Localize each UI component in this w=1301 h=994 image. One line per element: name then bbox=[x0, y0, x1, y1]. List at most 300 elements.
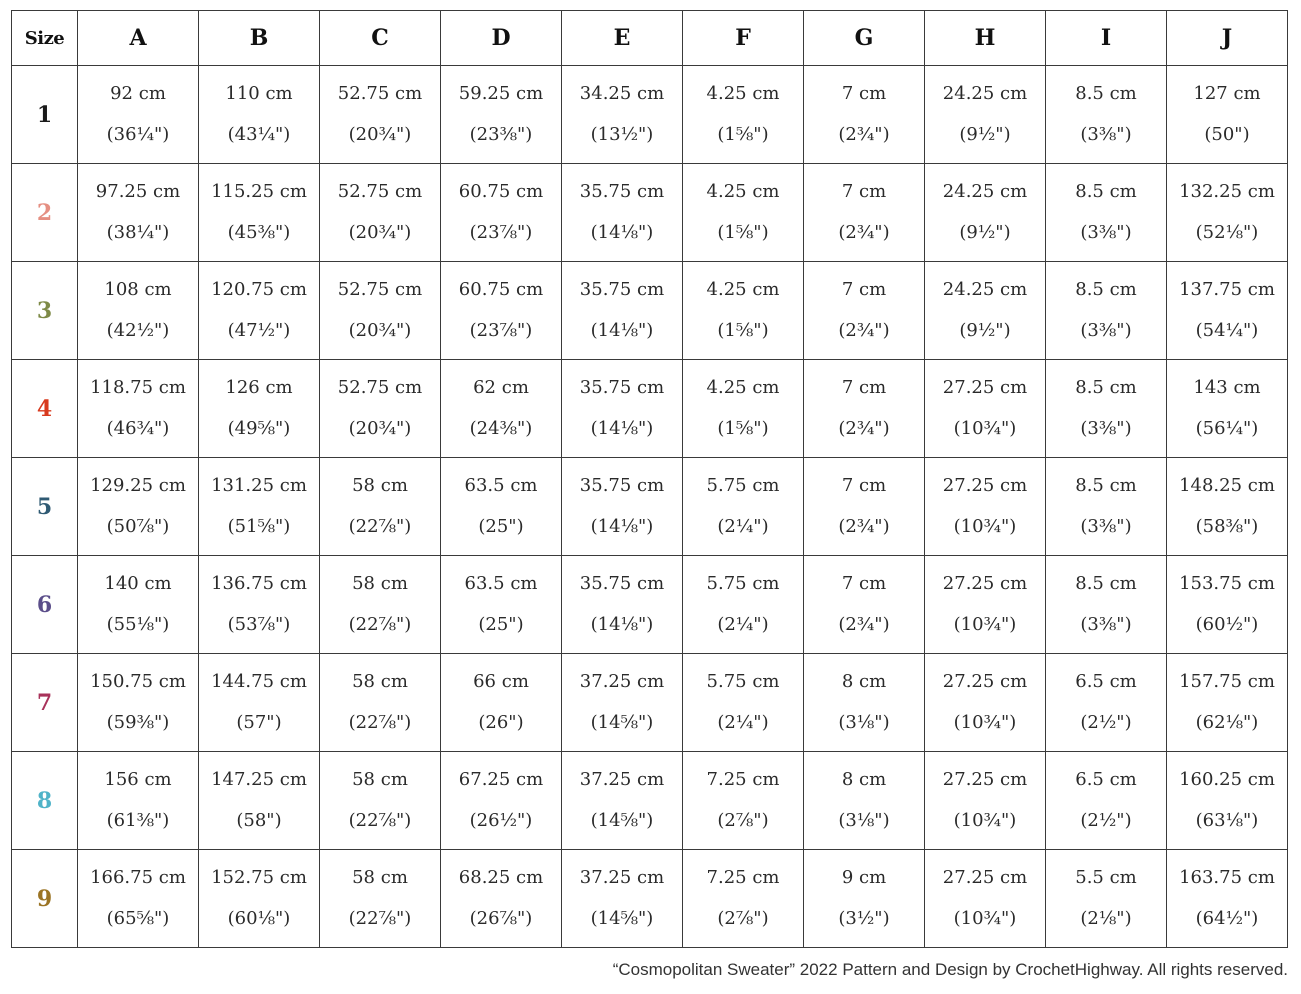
measurement-cm: 8.5 cm bbox=[1075, 83, 1137, 104]
measurement-inches: (2¾") bbox=[838, 418, 890, 439]
size-label: 4 bbox=[12, 360, 78, 458]
column-header-g: G bbox=[804, 11, 925, 66]
measurement-cell bbox=[804, 850, 925, 948]
measurement-cm: 4.25 cm bbox=[706, 181, 780, 202]
measurement-cm: 157.75 cm bbox=[1179, 671, 1275, 692]
column-header-b: B bbox=[199, 11, 320, 66]
measurement-cell bbox=[78, 164, 199, 262]
measurement-inches: (10¾") bbox=[953, 908, 1017, 929]
measurement-inches: (14⅛") bbox=[590, 516, 654, 537]
measurement-cell bbox=[925, 164, 1046, 262]
measurement-inches: (26⅞") bbox=[469, 908, 533, 929]
header-row bbox=[12, 11, 1288, 66]
measurement-cell bbox=[804, 458, 925, 556]
measurement-cell bbox=[320, 556, 441, 654]
measurement-cm: 58 cm bbox=[352, 671, 408, 692]
measurement-cm: 127 cm bbox=[1193, 83, 1261, 104]
measurement-cm: 7 cm bbox=[841, 475, 887, 496]
measurement-inches: (52⅛") bbox=[1195, 222, 1259, 243]
measurement-cell bbox=[925, 458, 1046, 556]
table-row bbox=[12, 164, 1288, 262]
measurement-cell bbox=[562, 66, 683, 164]
measurement-cell bbox=[925, 360, 1046, 458]
size-column-header: Size bbox=[12, 11, 78, 66]
measurement-cm: 8.5 cm bbox=[1075, 181, 1137, 202]
measurement-inches: (10¾") bbox=[953, 712, 1017, 733]
measurement-inches: (58") bbox=[236, 810, 282, 831]
measurement-inches: (3⅜") bbox=[1080, 516, 1132, 537]
measurement-cm: 97.25 cm bbox=[95, 181, 181, 202]
table-row bbox=[12, 556, 1288, 654]
measurement-cell bbox=[562, 458, 683, 556]
measurement-cm: 120.75 cm bbox=[211, 279, 307, 300]
measurement-cm: 37.25 cm bbox=[579, 769, 665, 790]
measurement-cm: 150.75 cm bbox=[90, 671, 186, 692]
measurement-cm: 9 cm bbox=[841, 867, 887, 888]
measurement-inches: (50") bbox=[1204, 124, 1250, 145]
measurement-cm: 5.75 cm bbox=[706, 475, 780, 496]
measurement-inches: (14⅛") bbox=[590, 320, 654, 341]
measurement-cell bbox=[441, 556, 562, 654]
measurement-inches: (10¾") bbox=[953, 516, 1017, 537]
measurement-inches: (3⅜") bbox=[1080, 124, 1132, 145]
measurement-inches: (47½") bbox=[227, 320, 291, 341]
table-row bbox=[12, 66, 1288, 164]
column-header-a: A bbox=[78, 11, 199, 66]
measurement-cell bbox=[441, 752, 562, 850]
measurement-cm: 59.25 cm bbox=[458, 83, 544, 104]
measurement-inches: (2⅞") bbox=[717, 908, 769, 929]
measurement-cm: 8 cm bbox=[841, 671, 887, 692]
measurement-cm: 58 cm bbox=[352, 475, 408, 496]
measurement-inches: (22⅞") bbox=[348, 516, 412, 537]
measurement-cell bbox=[683, 66, 804, 164]
measurement-cm: 52.75 cm bbox=[337, 181, 423, 202]
size-label: 5 bbox=[12, 458, 78, 556]
measurement-inches: (2¼") bbox=[717, 516, 769, 537]
column-header-f: F bbox=[683, 11, 804, 66]
measurement-cell bbox=[1167, 850, 1288, 948]
table-row bbox=[12, 458, 1288, 556]
measurement-cm: 147.25 cm bbox=[211, 769, 307, 790]
measurement-cm: 5.75 cm bbox=[706, 573, 780, 594]
measurement-inches: (22⅞") bbox=[348, 614, 412, 635]
measurement-cell bbox=[804, 360, 925, 458]
measurement-inches: (2¾") bbox=[838, 124, 890, 145]
measurement-inches: (9½") bbox=[959, 320, 1011, 341]
column-header-i: I bbox=[1046, 11, 1167, 66]
measurement-cell bbox=[562, 164, 683, 262]
measurement-cell bbox=[804, 752, 925, 850]
measurement-cm: 8.5 cm bbox=[1075, 475, 1137, 496]
measurement-inches: (62⅛") bbox=[1195, 712, 1259, 733]
measurement-inches: (14⅛") bbox=[590, 614, 654, 635]
measurement-inches: (64½") bbox=[1195, 908, 1259, 929]
measurement-cm: 27.25 cm bbox=[942, 377, 1028, 398]
measurement-inches: (2½") bbox=[1080, 712, 1132, 733]
measurement-cm: 58 cm bbox=[352, 769, 408, 790]
measurement-cm: 58 cm bbox=[352, 867, 408, 888]
measurement-inches: (23⅜") bbox=[469, 124, 533, 145]
measurement-cm: 140 cm bbox=[104, 573, 172, 594]
measurement-cm: 6.5 cm bbox=[1075, 671, 1137, 692]
measurement-cm: 8.5 cm bbox=[1075, 573, 1137, 594]
measurement-cm: 34.25 cm bbox=[579, 83, 665, 104]
size-label: 8 bbox=[12, 752, 78, 850]
measurement-inches: (10¾") bbox=[953, 614, 1017, 635]
measurement-inches: (10¾") bbox=[953, 418, 1017, 439]
measurement-cm: 67.25 cm bbox=[458, 769, 544, 790]
measurement-cm: 4.25 cm bbox=[706, 377, 780, 398]
measurement-cm: 27.25 cm bbox=[942, 671, 1028, 692]
measurement-cm: 118.75 cm bbox=[90, 377, 186, 398]
measurement-cm: 52.75 cm bbox=[337, 83, 423, 104]
measurement-cell bbox=[683, 262, 804, 360]
measurement-cm: 137.75 cm bbox=[1179, 279, 1275, 300]
measurement-cm: 27.25 cm bbox=[942, 867, 1028, 888]
size-label: 9 bbox=[12, 850, 78, 948]
measurement-cell bbox=[804, 262, 925, 360]
measurement-cm: 35.75 cm bbox=[579, 279, 665, 300]
measurement-cm: 58 cm bbox=[352, 573, 408, 594]
measurement-inches: (65⅝") bbox=[106, 908, 170, 929]
measurement-cm: 6.5 cm bbox=[1075, 769, 1137, 790]
measurement-cell bbox=[199, 360, 320, 458]
measurement-cm: 62 cm bbox=[473, 377, 529, 398]
measurement-cell bbox=[320, 654, 441, 752]
measurement-cell bbox=[683, 654, 804, 752]
measurement-cm: 52.75 cm bbox=[337, 279, 423, 300]
measurement-cm: 27.25 cm bbox=[942, 475, 1028, 496]
measurement-inches: (58⅜") bbox=[1195, 516, 1259, 537]
measurement-cm: 5.5 cm bbox=[1075, 867, 1137, 888]
measurement-cm: 35.75 cm bbox=[579, 573, 665, 594]
measurement-inches: (2¼") bbox=[717, 712, 769, 733]
measurement-cell bbox=[1167, 556, 1288, 654]
measurement-inches: (9½") bbox=[959, 124, 1011, 145]
measurement-cm: 7 cm bbox=[841, 83, 887, 104]
measurement-inches: (54¼") bbox=[1195, 320, 1259, 341]
measurement-inches: (43¼") bbox=[227, 124, 291, 145]
measurement-cell bbox=[1046, 654, 1167, 752]
measurement-cm: 52.75 cm bbox=[337, 377, 423, 398]
size-label: 6 bbox=[12, 556, 78, 654]
measurement-inches: (3⅜") bbox=[1080, 614, 1132, 635]
measurement-cm: 144.75 cm bbox=[211, 671, 307, 692]
measurement-inches: (63⅛") bbox=[1195, 810, 1259, 831]
measurement-cell bbox=[1046, 850, 1167, 948]
measurement-inches: (53⅞") bbox=[227, 614, 291, 635]
measurement-cell bbox=[925, 262, 1046, 360]
measurement-cell bbox=[925, 66, 1046, 164]
measurement-cell bbox=[1167, 262, 1288, 360]
measurement-inches: (59⅜") bbox=[106, 712, 170, 733]
measurement-inches: (25") bbox=[478, 614, 524, 635]
measurement-inches: (42½") bbox=[106, 320, 170, 341]
measurement-cm: 8 cm bbox=[841, 769, 887, 790]
measurement-cm: 7.25 cm bbox=[706, 867, 780, 888]
measurement-cell bbox=[925, 850, 1046, 948]
measurement-cell bbox=[925, 752, 1046, 850]
measurement-cell bbox=[199, 752, 320, 850]
measurement-cell bbox=[320, 164, 441, 262]
measurement-inches: (2⅞") bbox=[717, 810, 769, 831]
measurement-cell bbox=[320, 458, 441, 556]
measurement-cm: 37.25 cm bbox=[579, 867, 665, 888]
measurement-inches: (56¼") bbox=[1195, 418, 1259, 439]
measurement-cell bbox=[78, 556, 199, 654]
measurement-inches: (61⅜") bbox=[106, 810, 170, 831]
measurement-cm: 60.75 cm bbox=[458, 181, 544, 202]
measurement-cell bbox=[78, 654, 199, 752]
column-header-d: D bbox=[441, 11, 562, 66]
measurement-cell bbox=[1167, 458, 1288, 556]
measurement-cm: 115.25 cm bbox=[211, 181, 307, 202]
measurement-cell bbox=[199, 262, 320, 360]
column-header-j: J bbox=[1167, 11, 1288, 66]
measurement-cell bbox=[804, 66, 925, 164]
measurement-inches: (2¼") bbox=[717, 614, 769, 635]
measurement-inches: (23⅞") bbox=[469, 320, 533, 341]
measurement-cell bbox=[441, 458, 562, 556]
measurement-inches: (10¾") bbox=[953, 810, 1017, 831]
measurement-cell bbox=[683, 360, 804, 458]
measurement-cell bbox=[562, 850, 683, 948]
measurement-inches: (14⅝") bbox=[590, 810, 654, 831]
measurement-inches: (22⅞") bbox=[348, 810, 412, 831]
size-label: 3 bbox=[12, 262, 78, 360]
measurement-cm: 35.75 cm bbox=[579, 181, 665, 202]
measurement-cell bbox=[441, 66, 562, 164]
measurement-cm: 5.75 cm bbox=[706, 671, 780, 692]
measurement-cell bbox=[199, 850, 320, 948]
measurement-cm: 24.25 cm bbox=[942, 181, 1028, 202]
measurement-cm: 8.5 cm bbox=[1075, 279, 1137, 300]
measurement-inches: (57") bbox=[236, 712, 282, 733]
measurement-inches: (3½") bbox=[838, 908, 890, 929]
measurement-cell bbox=[1046, 66, 1167, 164]
measurement-inches: (14⅛") bbox=[590, 418, 654, 439]
measurement-inches: (38¼") bbox=[106, 222, 170, 243]
measurement-cm: 166.75 cm bbox=[90, 867, 186, 888]
measurement-cm: 156 cm bbox=[104, 769, 172, 790]
measurement-inches: (1⅝") bbox=[717, 222, 769, 243]
measurement-inches: (45⅜") bbox=[227, 222, 291, 243]
measurement-cell bbox=[320, 360, 441, 458]
measurement-cell bbox=[199, 654, 320, 752]
measurement-cm: 92 cm bbox=[110, 83, 166, 104]
measurement-cell bbox=[683, 556, 804, 654]
measurement-cell bbox=[1167, 654, 1288, 752]
measurement-inches: (2¾") bbox=[838, 516, 890, 537]
measurement-inches: (49⅝") bbox=[227, 418, 291, 439]
measurement-inches: (3⅜") bbox=[1080, 320, 1132, 341]
measurement-cell bbox=[78, 262, 199, 360]
column-header-h: H bbox=[925, 11, 1046, 66]
measurement-inches: (13½") bbox=[590, 124, 654, 145]
measurement-cell bbox=[1167, 752, 1288, 850]
size-label: 1 bbox=[12, 66, 78, 164]
measurement-inches: (1⅝") bbox=[717, 320, 769, 341]
measurement-inches: (2½") bbox=[1080, 810, 1132, 831]
measurement-inches: (1⅝") bbox=[717, 418, 769, 439]
measurement-inches: (14⅝") bbox=[590, 712, 654, 733]
measurement-cm: 143 cm bbox=[1193, 377, 1261, 398]
measurement-cm: 108 cm bbox=[104, 279, 172, 300]
measurement-cell bbox=[683, 752, 804, 850]
measurement-inches: (2¾") bbox=[838, 222, 890, 243]
table-body bbox=[12, 66, 1288, 948]
measurement-cell bbox=[683, 458, 804, 556]
measurement-inches: (20¾") bbox=[348, 222, 412, 243]
measurement-cm: 126 cm bbox=[225, 377, 293, 398]
measurement-cm: 4.25 cm bbox=[706, 279, 780, 300]
measurement-cm: 7 cm bbox=[841, 573, 887, 594]
measurement-cm: 4.25 cm bbox=[706, 83, 780, 104]
measurement-cm: 8.5 cm bbox=[1075, 377, 1137, 398]
measurement-cell bbox=[78, 66, 199, 164]
measurement-inches: (3⅛") bbox=[838, 810, 890, 831]
copyright-notice: “Cosmopolitan Sweater” 2022 Pattern and Design by CrochetHighway. All rights reserved. bbox=[612, 960, 1288, 979]
measurement-cm: 148.25 cm bbox=[1179, 475, 1275, 496]
measurement-cell bbox=[804, 164, 925, 262]
measurement-inches: (3⅛") bbox=[838, 712, 890, 733]
measurement-cm: 7 cm bbox=[841, 377, 887, 398]
measurement-cell bbox=[78, 360, 199, 458]
measurement-cell bbox=[683, 164, 804, 262]
measurement-cell bbox=[562, 556, 683, 654]
measurement-cell bbox=[441, 262, 562, 360]
table-row bbox=[12, 360, 1288, 458]
measurement-inches: (55⅛") bbox=[106, 614, 170, 635]
measurement-inches: (3⅜") bbox=[1080, 418, 1132, 439]
table-row bbox=[12, 752, 1288, 850]
measurement-cm: 7.25 cm bbox=[706, 769, 780, 790]
measurement-inches: (24⅜") bbox=[469, 418, 533, 439]
measurement-cell bbox=[562, 360, 683, 458]
measurement-cm: 35.75 cm bbox=[579, 377, 665, 398]
measurement-cell bbox=[804, 556, 925, 654]
measurement-inches: (23⅞") bbox=[469, 222, 533, 243]
measurement-cm: 7 cm bbox=[841, 181, 887, 202]
measurement-cell bbox=[562, 654, 683, 752]
measurement-cell bbox=[199, 458, 320, 556]
measurement-cm: 152.75 cm bbox=[211, 867, 307, 888]
table-row bbox=[12, 850, 1288, 948]
measurement-inches: (14⅛") bbox=[590, 222, 654, 243]
measurement-cell bbox=[1167, 66, 1288, 164]
measurement-cell bbox=[320, 752, 441, 850]
measurement-cm: 60.75 cm bbox=[458, 279, 544, 300]
measurement-cell bbox=[925, 654, 1046, 752]
measurement-cm: 110 cm bbox=[225, 83, 293, 104]
measurement-cm: 153.75 cm bbox=[1179, 573, 1275, 594]
measurement-inches: (1⅝") bbox=[717, 124, 769, 145]
measurement-cell bbox=[562, 752, 683, 850]
measurement-cm: 37.25 cm bbox=[579, 671, 665, 692]
measurement-cell bbox=[78, 752, 199, 850]
measurement-inches: (60½") bbox=[1195, 614, 1259, 635]
measurement-inches: (14⅝") bbox=[590, 908, 654, 929]
measurement-cell bbox=[1046, 164, 1167, 262]
measurement-inches: (22⅞") bbox=[348, 908, 412, 929]
measurement-cm: 131.25 cm bbox=[211, 475, 307, 496]
measurement-cm: 160.25 cm bbox=[1179, 769, 1275, 790]
measurement-cm: 63.5 cm bbox=[464, 573, 538, 594]
measurement-inches: (25") bbox=[478, 516, 524, 537]
measurement-cm: 24.25 cm bbox=[942, 279, 1028, 300]
measurement-inches: (2¾") bbox=[838, 320, 890, 341]
table-row bbox=[12, 654, 1288, 752]
measurement-inches: (2¾") bbox=[838, 614, 890, 635]
size-chart-table bbox=[11, 10, 1288, 948]
measurement-inches: (20¾") bbox=[348, 124, 412, 145]
measurement-cell bbox=[320, 66, 441, 164]
measurement-cell bbox=[1046, 262, 1167, 360]
measurement-cm: 24.25 cm bbox=[942, 83, 1028, 104]
measurement-cell bbox=[683, 850, 804, 948]
measurement-cell bbox=[320, 262, 441, 360]
measurement-cm: 129.25 cm bbox=[90, 475, 186, 496]
measurement-cell bbox=[1167, 360, 1288, 458]
measurement-cell bbox=[562, 262, 683, 360]
measurement-inches: (2⅛") bbox=[1080, 908, 1132, 929]
measurement-cell bbox=[441, 164, 562, 262]
measurement-cell bbox=[925, 556, 1046, 654]
size-label: 2 bbox=[12, 164, 78, 262]
measurement-cm: 35.75 cm bbox=[579, 475, 665, 496]
measurement-cell bbox=[199, 556, 320, 654]
column-header-c: C bbox=[320, 11, 441, 66]
measurement-inches: (20¾") bbox=[348, 320, 412, 341]
measurement-cm: 27.25 cm bbox=[942, 769, 1028, 790]
measurement-inches: (22⅞") bbox=[348, 712, 412, 733]
measurement-cell bbox=[1167, 164, 1288, 262]
measurement-cell bbox=[78, 458, 199, 556]
measurement-cell bbox=[804, 654, 925, 752]
measurement-cm: 163.75 cm bbox=[1179, 867, 1275, 888]
measurement-cell bbox=[320, 850, 441, 948]
measurement-cell bbox=[441, 654, 562, 752]
measurement-cell bbox=[199, 66, 320, 164]
size-label: 7 bbox=[12, 654, 78, 752]
measurement-inches: (26") bbox=[478, 712, 524, 733]
table-header bbox=[12, 11, 1288, 66]
measurement-cell bbox=[1046, 752, 1167, 850]
measurement-inches: (46¾") bbox=[106, 418, 170, 439]
measurement-cell bbox=[199, 164, 320, 262]
measurement-cm: 7 cm bbox=[841, 279, 887, 300]
measurement-cell bbox=[1046, 556, 1167, 654]
measurement-inches: (20¾") bbox=[348, 418, 412, 439]
measurement-inches: (51⅝") bbox=[227, 516, 291, 537]
measurement-cm: 66 cm bbox=[473, 671, 529, 692]
table-row bbox=[12, 262, 1288, 360]
measurement-cm: 136.75 cm bbox=[211, 573, 307, 594]
measurement-cm: 132.25 cm bbox=[1179, 181, 1275, 202]
measurement-inches: (3⅜") bbox=[1080, 222, 1132, 243]
measurement-cm: 27.25 cm bbox=[942, 573, 1028, 594]
measurement-inches: (50⅞") bbox=[106, 516, 170, 537]
measurement-cell bbox=[441, 360, 562, 458]
measurement-cell bbox=[1046, 458, 1167, 556]
measurement-inches: (60⅛") bbox=[227, 908, 291, 929]
measurement-cm: 63.5 cm bbox=[464, 475, 538, 496]
measurement-inches: (26½") bbox=[469, 810, 533, 831]
measurement-cell bbox=[1046, 360, 1167, 458]
measurement-cell bbox=[441, 850, 562, 948]
measurement-cm: 68.25 cm bbox=[458, 867, 544, 888]
